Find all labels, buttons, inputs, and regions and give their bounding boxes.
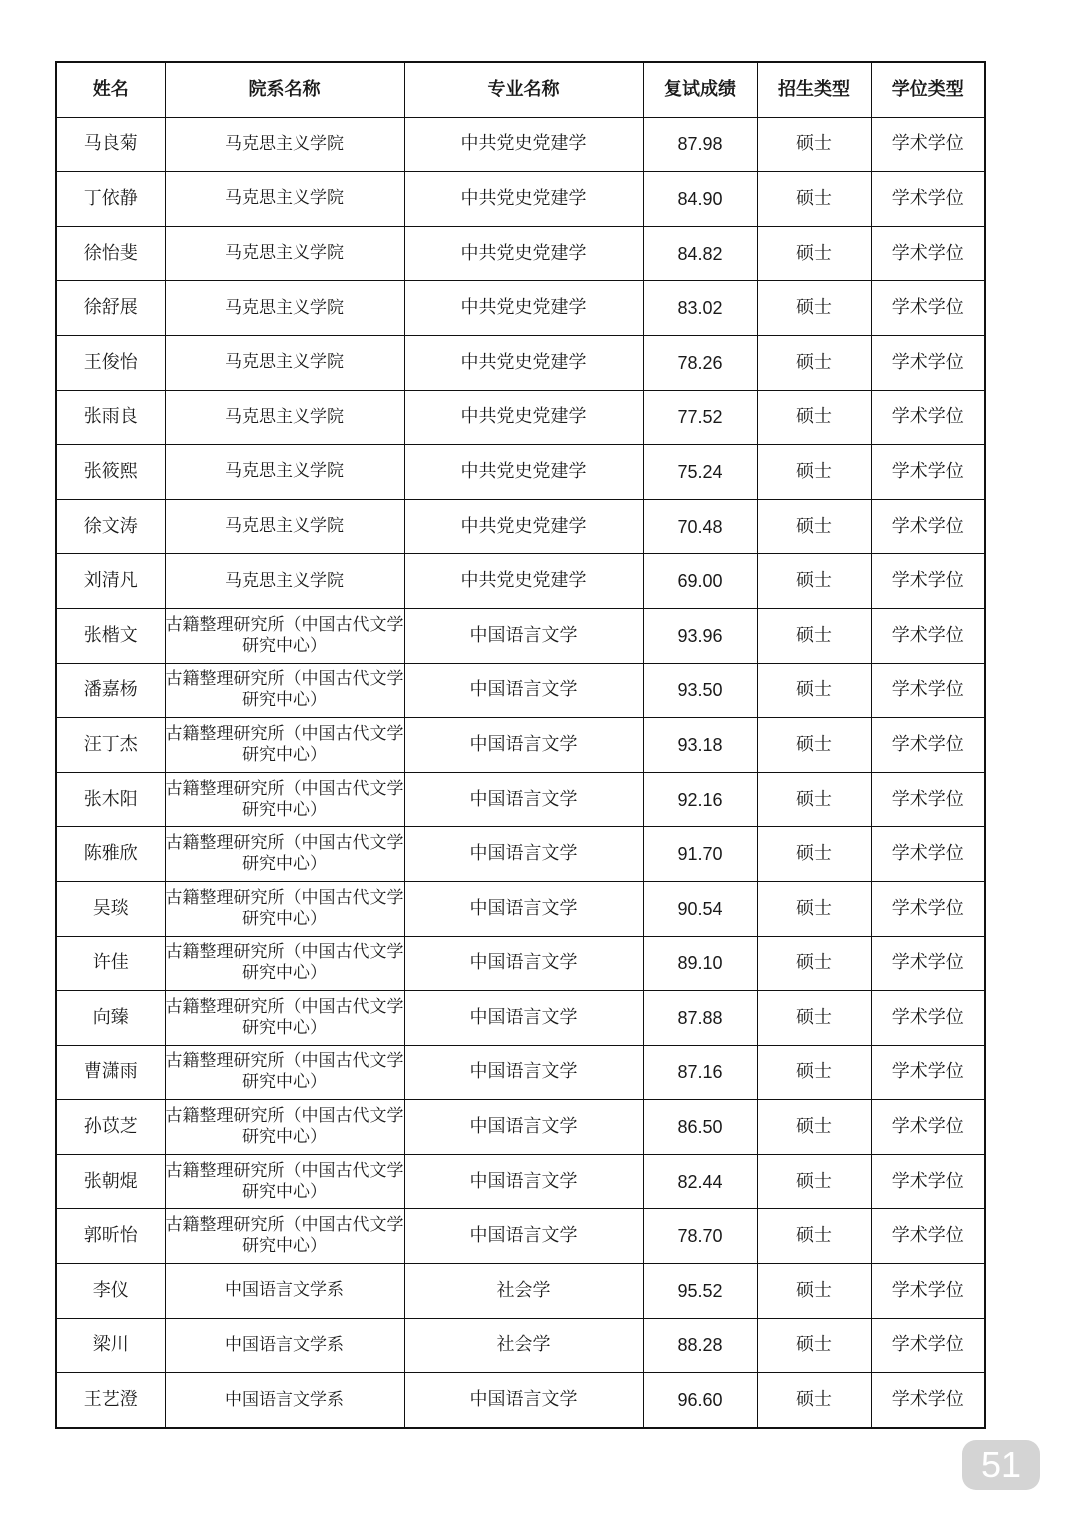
header-row <box>56 62 985 117</box>
cell-name: 丁依静 <box>56 172 165 227</box>
cell-retest-score: 75.24 <box>643 445 757 500</box>
table-row <box>56 281 985 336</box>
cell-degree-type: 学术学位 <box>871 117 985 172</box>
header-enrollment-type: 招生类型 <box>757 62 871 117</box>
cell-department: 马克思主义学院 <box>165 445 404 500</box>
cell-enrollment-type: 硕士 <box>757 1045 871 1100</box>
cell-major: 中共党史党建学 <box>404 335 643 390</box>
cell-name: 徐文涛 <box>56 499 165 554</box>
cell-enrollment-type: 硕士 <box>757 772 871 827</box>
cell-name: 孙苡芝 <box>56 1100 165 1155</box>
table-row <box>56 117 985 172</box>
cell-retest-score: 87.98 <box>643 117 757 172</box>
cell-major: 中国语言文学 <box>404 1373 643 1428</box>
cell-retest-score: 84.82 <box>643 226 757 281</box>
table-row <box>56 1209 985 1264</box>
cell-degree-type: 学术学位 <box>871 1264 985 1319</box>
cell-degree-type: 学术学位 <box>871 1373 985 1428</box>
cell-enrollment-type: 硕士 <box>757 335 871 390</box>
cell-name: 陈雅欣 <box>56 827 165 882</box>
cell-degree-type: 学术学位 <box>871 554 985 609</box>
cell-degree-type: 学术学位 <box>871 663 985 718</box>
table-row <box>56 718 985 773</box>
table-header <box>56 62 985 117</box>
cell-enrollment-type: 硕士 <box>757 554 871 609</box>
cell-major: 中国语言文学 <box>404 881 643 936</box>
cell-enrollment-type: 硕士 <box>757 445 871 500</box>
cell-degree-type: 学术学位 <box>871 335 985 390</box>
cell-retest-score: 93.50 <box>643 663 757 718</box>
cell-retest-score: 90.54 <box>643 881 757 936</box>
table-row <box>56 1154 985 1209</box>
table-row <box>56 1100 985 1155</box>
cell-degree-type: 学术学位 <box>871 390 985 445</box>
cell-retest-score: 78.26 <box>643 335 757 390</box>
page-number-badge: 51 <box>962 1440 1040 1490</box>
cell-enrollment-type: 硕士 <box>757 226 871 281</box>
cell-enrollment-type: 硕士 <box>757 608 871 663</box>
cell-major: 中共党史党建学 <box>404 172 643 227</box>
cell-retest-score: 78.70 <box>643 1209 757 1264</box>
table-row <box>56 827 985 882</box>
cell-enrollment-type: 硕士 <box>757 1209 871 1264</box>
cell-name: 李仪 <box>56 1264 165 1319</box>
cell-department: 古籍整理研究所（中国古代文学研究中心） <box>165 991 404 1046</box>
cell-degree-type: 学术学位 <box>871 991 985 1046</box>
cell-name: 王艺澄 <box>56 1373 165 1428</box>
cell-major: 社会学 <box>404 1318 643 1373</box>
table-row <box>56 445 985 500</box>
cell-degree-type: 学术学位 <box>871 499 985 554</box>
cell-department: 马克思主义学院 <box>165 172 404 227</box>
cell-name: 张木阳 <box>56 772 165 827</box>
cell-major: 中共党史党建学 <box>404 554 643 609</box>
table-row <box>56 1045 985 1100</box>
cell-enrollment-type: 硕士 <box>757 663 871 718</box>
table-row <box>56 1318 985 1373</box>
cell-major: 中共党史党建学 <box>404 226 643 281</box>
cell-degree-type: 学术学位 <box>871 1100 985 1155</box>
cell-enrollment-type: 硕士 <box>757 117 871 172</box>
table-row <box>56 663 985 718</box>
cell-department: 马克思主义学院 <box>165 117 404 172</box>
cell-major: 中共党史党建学 <box>404 117 643 172</box>
cell-major: 中共党史党建学 <box>404 445 643 500</box>
header-name: 姓名 <box>56 62 165 117</box>
cell-major: 中国语言文学 <box>404 663 643 718</box>
cell-major: 中共党史党建学 <box>404 281 643 336</box>
table-row <box>56 335 985 390</box>
cell-enrollment-type: 硕士 <box>757 718 871 773</box>
cell-retest-score: 87.16 <box>643 1045 757 1100</box>
table-row <box>56 608 985 663</box>
table-row <box>56 881 985 936</box>
cell-department: 古籍整理研究所（中国古代文学研究中心） <box>165 1100 404 1155</box>
table-row <box>56 554 985 609</box>
cell-department: 古籍整理研究所（中国古代文学研究中心） <box>165 718 404 773</box>
cell-enrollment-type: 硕士 <box>757 827 871 882</box>
cell-enrollment-type: 硕士 <box>757 1373 871 1428</box>
cell-department: 古籍整理研究所（中国古代文学研究中心） <box>165 1045 404 1100</box>
cell-enrollment-type: 硕士 <box>757 936 871 991</box>
cell-major: 中国语言文学 <box>404 827 643 882</box>
table-row <box>56 499 985 554</box>
cell-department: 马克思主义学院 <box>165 499 404 554</box>
cell-degree-type: 学术学位 <box>871 936 985 991</box>
cell-major: 中共党史党建学 <box>404 499 643 554</box>
cell-major: 中国语言文学 <box>404 1154 643 1209</box>
cell-enrollment-type: 硕士 <box>757 499 871 554</box>
cell-retest-score: 92.16 <box>643 772 757 827</box>
cell-degree-type: 学术学位 <box>871 226 985 281</box>
admission-results-table <box>55 61 986 1429</box>
cell-retest-score: 83.02 <box>643 281 757 336</box>
cell-name: 曹潇雨 <box>56 1045 165 1100</box>
cell-name: 张筱熙 <box>56 445 165 500</box>
cell-name: 张朝焜 <box>56 1154 165 1209</box>
cell-department: 马克思主义学院 <box>165 281 404 336</box>
cell-retest-score: 93.18 <box>643 718 757 773</box>
cell-enrollment-type: 硕士 <box>757 390 871 445</box>
cell-degree-type: 学术学位 <box>871 172 985 227</box>
cell-degree-type: 学术学位 <box>871 1045 985 1100</box>
cell-major: 中国语言文学 <box>404 1045 643 1100</box>
cell-retest-score: 84.90 <box>643 172 757 227</box>
table-row <box>56 991 985 1046</box>
cell-degree-type: 学术学位 <box>871 881 985 936</box>
cell-department: 古籍整理研究所（中国古代文学研究中心） <box>165 827 404 882</box>
cell-enrollment-type: 硕士 <box>757 1154 871 1209</box>
header-major: 专业名称 <box>404 62 643 117</box>
cell-department: 古籍整理研究所（中国古代文学研究中心） <box>165 881 404 936</box>
cell-department: 马克思主义学院 <box>165 335 404 390</box>
cell-enrollment-type: 硕士 <box>757 991 871 1046</box>
cell-name: 徐怡斐 <box>56 226 165 281</box>
cell-degree-type: 学术学位 <box>871 1154 985 1209</box>
cell-department: 古籍整理研究所（中国古代文学研究中心） <box>165 608 404 663</box>
table-row <box>56 226 985 281</box>
cell-major: 中国语言文学 <box>404 718 643 773</box>
cell-enrollment-type: 硕士 <box>757 1100 871 1155</box>
header-retest-score: 复试成绩 <box>643 62 757 117</box>
cell-department: 马克思主义学院 <box>165 226 404 281</box>
table-body <box>56 117 985 1428</box>
cell-name: 王俊怡 <box>56 335 165 390</box>
cell-degree-type: 学术学位 <box>871 608 985 663</box>
cell-retest-score: 91.70 <box>643 827 757 882</box>
cell-major: 社会学 <box>404 1264 643 1319</box>
cell-retest-score: 69.00 <box>643 554 757 609</box>
cell-name: 马良菊 <box>56 117 165 172</box>
cell-retest-score: 86.50 <box>643 1100 757 1155</box>
cell-department: 古籍整理研究所（中国古代文学研究中心） <box>165 936 404 991</box>
cell-department: 古籍整理研究所（中国古代文学研究中心） <box>165 1154 404 1209</box>
cell-degree-type: 学术学位 <box>871 772 985 827</box>
table-row <box>56 172 985 227</box>
cell-name: 汪丁杰 <box>56 718 165 773</box>
cell-department: 中国语言文学系 <box>165 1373 404 1428</box>
cell-degree-type: 学术学位 <box>871 718 985 773</box>
cell-degree-type: 学术学位 <box>871 445 985 500</box>
cell-degree-type: 学术学位 <box>871 827 985 882</box>
cell-retest-score: 82.44 <box>643 1154 757 1209</box>
cell-degree-type: 学术学位 <box>871 1318 985 1373</box>
cell-retest-score: 96.60 <box>643 1373 757 1428</box>
cell-retest-score: 77.52 <box>643 390 757 445</box>
cell-department: 马克思主义学院 <box>165 554 404 609</box>
cell-department: 中国语言文学系 <box>165 1264 404 1319</box>
header-department: 院系名称 <box>165 62 404 117</box>
cell-name: 徐舒展 <box>56 281 165 336</box>
cell-retest-score: 93.96 <box>643 608 757 663</box>
table-row <box>56 1264 985 1319</box>
table-row <box>56 772 985 827</box>
cell-name: 潘嘉杨 <box>56 663 165 718</box>
cell-retest-score: 88.28 <box>643 1318 757 1373</box>
cell-retest-score: 95.52 <box>643 1264 757 1319</box>
cell-degree-type: 学术学位 <box>871 1209 985 1264</box>
cell-enrollment-type: 硕士 <box>757 281 871 336</box>
cell-major: 中国语言文学 <box>404 772 643 827</box>
cell-name: 刘清凡 <box>56 554 165 609</box>
cell-major: 中国语言文学 <box>404 936 643 991</box>
cell-name: 张楷文 <box>56 608 165 663</box>
cell-name: 张雨良 <box>56 390 165 445</box>
cell-major: 中国语言文学 <box>404 1100 643 1155</box>
header-degree-type: 学位类型 <box>871 62 985 117</box>
cell-major: 中国语言文学 <box>404 1209 643 1264</box>
cell-enrollment-type: 硕士 <box>757 1264 871 1319</box>
cell-major: 中共党史党建学 <box>404 390 643 445</box>
cell-name: 梁川 <box>56 1318 165 1373</box>
cell-name: 郭昕怡 <box>56 1209 165 1264</box>
table-row <box>56 390 985 445</box>
cell-retest-score: 89.10 <box>643 936 757 991</box>
cell-department: 古籍整理研究所（中国古代文学研究中心） <box>165 772 404 827</box>
cell-name: 吴琰 <box>56 881 165 936</box>
cell-enrollment-type: 硕士 <box>757 881 871 936</box>
table-row <box>56 936 985 991</box>
cell-major: 中国语言文学 <box>404 991 643 1046</box>
cell-department: 古籍整理研究所（中国古代文学研究中心） <box>165 1209 404 1264</box>
cell-name: 许佳 <box>56 936 165 991</box>
cell-enrollment-type: 硕士 <box>757 1318 871 1373</box>
cell-retest-score: 87.88 <box>643 991 757 1046</box>
cell-retest-score: 70.48 <box>643 499 757 554</box>
cell-department: 中国语言文学系 <box>165 1318 404 1373</box>
cell-degree-type: 学术学位 <box>871 281 985 336</box>
cell-name: 向臻 <box>56 991 165 1046</box>
cell-major: 中国语言文学 <box>404 608 643 663</box>
cell-department: 古籍整理研究所（中国古代文学研究中心） <box>165 663 404 718</box>
table-row <box>56 1373 985 1428</box>
cell-enrollment-type: 硕士 <box>757 172 871 227</box>
cell-department: 马克思主义学院 <box>165 390 404 445</box>
